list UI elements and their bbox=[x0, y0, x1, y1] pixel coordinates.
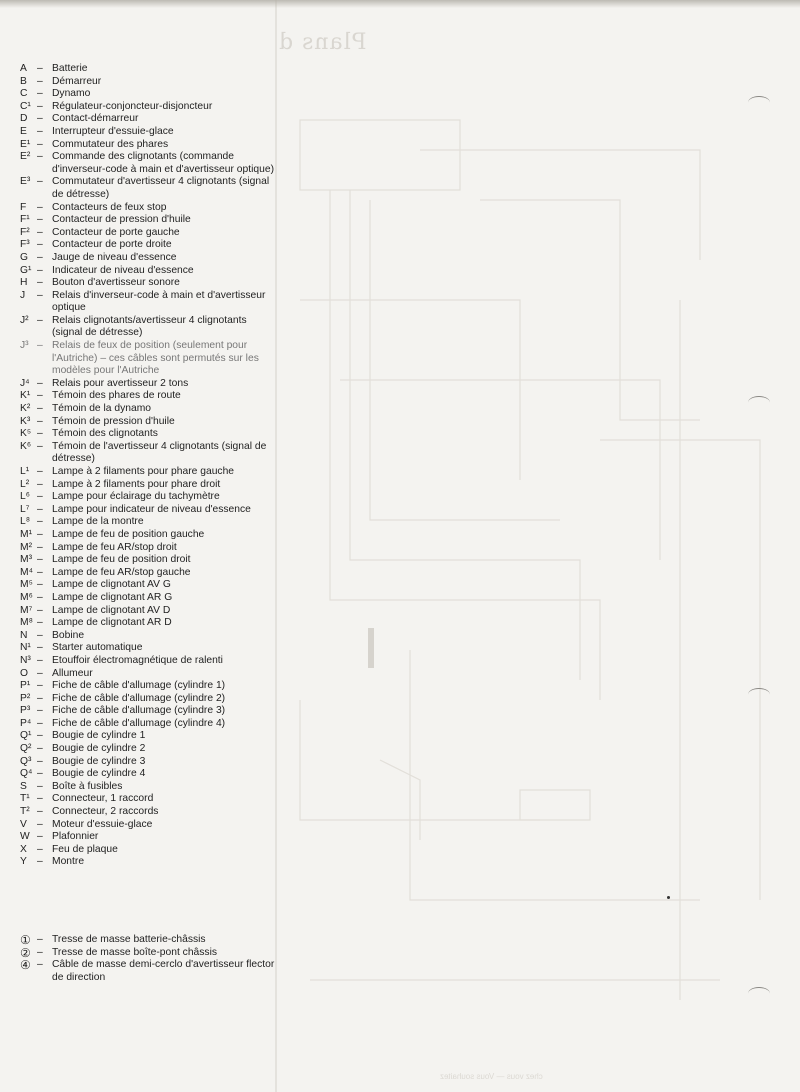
legend-code: A bbox=[20, 63, 27, 74]
legend-item bbox=[20, 101, 275, 114]
legend-description: Connecteur, 2 raccords bbox=[52, 806, 159, 818]
legend-description: Bougie de cylindre 2 bbox=[52, 743, 146, 755]
legend-code: Q³ bbox=[20, 755, 32, 767]
ghost-footer: chez vous — Vous souhaitez bbox=[440, 1072, 543, 1081]
legend-dash: – bbox=[37, 503, 43, 515]
legend-description: Lampe pour éclairage du tachymètre bbox=[52, 491, 220, 503]
legend-description: Câble de masse demi-cerclo d'avertisseur flector de direction bbox=[52, 959, 275, 983]
legend-dash: – bbox=[37, 88, 43, 100]
legend-item bbox=[20, 655, 275, 668]
legend-description: Feu de plaque bbox=[52, 843, 118, 855]
legend-item bbox=[20, 378, 275, 391]
legend-item bbox=[20, 768, 275, 781]
legend-dash: – bbox=[37, 201, 43, 213]
legend-description: Etouffoir électromagnétique de ralenti bbox=[52, 654, 223, 666]
legend-dash: – bbox=[37, 403, 43, 415]
legend-code: M⁵ bbox=[20, 579, 33, 591]
legend-description: Commande des clignotants (commande d'inverseur-code à main et d'avertisseur optique) bbox=[52, 151, 274, 175]
legend-dash: – bbox=[37, 491, 43, 503]
legend-dash: – bbox=[37, 642, 43, 654]
legend-code: F bbox=[20, 201, 27, 213]
legend-description: Bougie de cylindre 1 bbox=[52, 730, 146, 742]
legend-code: P⁴ bbox=[20, 717, 32, 729]
legend-code: K³ bbox=[20, 415, 31, 427]
legend-code: G¹ bbox=[20, 264, 32, 276]
legend-item bbox=[20, 479, 275, 492]
legend-code: ④ bbox=[20, 958, 31, 973]
legend-dash: – bbox=[37, 793, 43, 805]
legend-dash: – bbox=[37, 390, 43, 402]
legend-description: Témoin des clignotants bbox=[52, 428, 158, 440]
legend-description: Plafonnier bbox=[52, 831, 99, 843]
legend-item bbox=[20, 630, 275, 643]
legend-code: B bbox=[20, 75, 27, 87]
legend-item bbox=[20, 88, 275, 101]
legend-code: J bbox=[20, 289, 26, 301]
legend-description: Connecteur, 1 raccord bbox=[52, 793, 154, 805]
legend-description: Lampe de feu de position gauche bbox=[52, 528, 205, 540]
legend-description: Témoin de la dynamo bbox=[52, 403, 152, 415]
legend-item bbox=[20, 781, 275, 794]
legend-dash: – bbox=[37, 692, 43, 704]
ground-cable-item bbox=[20, 959, 275, 984]
legend-code: E³ bbox=[20, 176, 31, 188]
legend-code: M⁷ bbox=[20, 604, 33, 616]
legend-code: S bbox=[20, 780, 27, 792]
legend-code: L¹ bbox=[20, 466, 30, 477]
legend-dash: – bbox=[37, 604, 43, 616]
legend-description: Démarreur bbox=[52, 75, 102, 87]
legend-item bbox=[20, 668, 275, 681]
legend-dash: – bbox=[37, 314, 43, 326]
legend-description: Régulateur-conjoncteur-disjoncteur bbox=[52, 100, 213, 112]
legend-code: E² bbox=[20, 151, 31, 163]
legend-dash: – bbox=[37, 138, 43, 150]
legend-dash: – bbox=[37, 579, 43, 591]
legend-description: Bougie de cylindre 4 bbox=[52, 768, 146, 780]
legend-code: L² bbox=[20, 478, 30, 490]
legend-code: W bbox=[20, 831, 30, 843]
legend-code: E bbox=[20, 125, 27, 137]
legend-dash: – bbox=[37, 554, 43, 566]
legend-description: Relais d'inverseur-code à main et d'avertisseur optique bbox=[52, 289, 266, 314]
legend-description: Contacteur de pression d'huile bbox=[52, 214, 191, 226]
legend-code: Q¹ bbox=[20, 730, 32, 742]
legend-dash: – bbox=[37, 75, 43, 87]
legend-dash: – bbox=[37, 251, 43, 263]
legend-item bbox=[20, 176, 275, 201]
legend-description: Relais clignotants/avertisseur 4 clignotants (signal de détresse) bbox=[52, 314, 247, 339]
legend-description: Contacteur de porte droite bbox=[52, 239, 172, 251]
legend-code: D bbox=[20, 113, 28, 125]
legend-description: Lampe de feu AR/stop gauche bbox=[52, 566, 191, 578]
legend-code: J³ bbox=[20, 340, 29, 352]
legend-description: Contacteurs de feux stop bbox=[52, 201, 167, 213]
legend-item bbox=[20, 214, 275, 227]
legend-description: Lampe de la montre bbox=[52, 516, 144, 528]
legend-item bbox=[20, 416, 275, 429]
legend-description: Témoin de pression d'huile bbox=[52, 415, 175, 427]
legend-code: M⁴ bbox=[20, 566, 34, 578]
legend-code: T¹ bbox=[20, 793, 30, 805]
legend-dash: – bbox=[37, 289, 43, 301]
component-legend-list bbox=[20, 63, 275, 869]
legend-description: Lampe de clignotant AR G bbox=[52, 591, 173, 603]
legend-dash: – bbox=[37, 667, 43, 679]
legend-item bbox=[20, 227, 275, 240]
legend-description: Fiche de câble d'allumage (cylindre 1) bbox=[52, 680, 226, 692]
legend-description: Bouton d'avertisseur sonore bbox=[52, 277, 180, 289]
legend-code: V bbox=[20, 818, 27, 830]
legend-description: Lampe pour indicateur de niveau d'essence bbox=[52, 503, 251, 515]
legend-dash: – bbox=[37, 100, 43, 112]
legend-code: X bbox=[20, 843, 27, 855]
legend-item bbox=[20, 403, 275, 416]
legend-dash: – bbox=[37, 63, 43, 74]
legend-item bbox=[20, 856, 275, 869]
legend-dash: – bbox=[37, 239, 43, 251]
legend-code: L⁷ bbox=[20, 503, 30, 515]
ground-cable-item bbox=[20, 934, 275, 947]
legend-description: Starter automatique bbox=[52, 642, 143, 654]
binder-hole-mark bbox=[748, 96, 770, 109]
legend-item bbox=[20, 239, 275, 252]
legend-dash: – bbox=[37, 377, 43, 389]
legend-dash: – bbox=[37, 541, 43, 553]
legend-description: Bougie de cylindre 3 bbox=[52, 755, 146, 767]
legend-item bbox=[20, 680, 275, 693]
legend-code: G bbox=[20, 251, 29, 263]
legend-description: Commutateur des phares bbox=[52, 138, 169, 150]
legend-item bbox=[20, 592, 275, 605]
legend-item bbox=[20, 579, 275, 592]
legend-dash: – bbox=[37, 113, 43, 125]
legend-code: C¹ bbox=[20, 100, 31, 112]
legend-item bbox=[20, 554, 275, 567]
legend-item bbox=[20, 491, 275, 504]
legend-description: Relais pour avertisseur 2 tons bbox=[52, 377, 189, 389]
legend-item bbox=[20, 705, 275, 718]
legend-dash: – bbox=[37, 780, 43, 792]
legend-dash: – bbox=[37, 831, 43, 843]
legend-description: Lampe de feu AR/stop droit bbox=[52, 541, 177, 553]
legend-code: J⁴ bbox=[20, 377, 30, 389]
legend-dash: – bbox=[37, 755, 43, 767]
legend-dash: – bbox=[37, 415, 43, 427]
legend-code: C bbox=[20, 88, 28, 100]
legend-dash: – bbox=[37, 818, 43, 830]
legend-dash: – bbox=[37, 717, 43, 729]
legend-dash: – bbox=[37, 934, 43, 945]
legend-description: Fiche de câble d'allumage (cylindre 3) bbox=[52, 705, 226, 717]
legend-description: Lampe de feu de position droit bbox=[52, 554, 191, 566]
legend-code: F³ bbox=[20, 239, 30, 251]
legend-item bbox=[20, 265, 275, 278]
legend-item bbox=[20, 139, 275, 152]
legend-dash: – bbox=[37, 768, 43, 780]
legend-code: Q² bbox=[20, 743, 32, 755]
legend-code: F¹ bbox=[20, 214, 30, 226]
legend-description: Moteur d'essuie-glace bbox=[52, 818, 153, 830]
legend-dash: – bbox=[37, 528, 43, 540]
legend-code: N¹ bbox=[20, 642, 31, 654]
legend-description: Bobine bbox=[52, 629, 85, 641]
legend-item bbox=[20, 390, 275, 403]
legend-dash: – bbox=[37, 566, 43, 578]
legend-item bbox=[20, 806, 275, 819]
legend-item bbox=[20, 315, 275, 340]
legend-description: Montre bbox=[52, 856, 85, 868]
legend-code: K¹ bbox=[20, 390, 31, 402]
legend-code: K⁶ bbox=[20, 440, 32, 452]
legend-item bbox=[20, 428, 275, 441]
legend-item bbox=[20, 718, 275, 731]
legend-dash: – bbox=[37, 617, 43, 629]
legend-description: Batterie bbox=[52, 63, 88, 74]
legend-item bbox=[20, 743, 275, 756]
legend-item bbox=[20, 642, 275, 655]
legend-description: Tresse de masse boîte-pont châssis bbox=[52, 946, 218, 958]
ground-cable-item bbox=[20, 947, 275, 960]
legend-item bbox=[20, 63, 275, 76]
legend-dash: – bbox=[37, 516, 43, 528]
legend-item bbox=[20, 76, 275, 89]
legend-dash: – bbox=[37, 743, 43, 755]
legend-code: E¹ bbox=[20, 138, 31, 150]
legend-item bbox=[20, 793, 275, 806]
legend-item bbox=[20, 516, 275, 529]
legend-item bbox=[20, 844, 275, 857]
legend-code: N bbox=[20, 629, 28, 641]
legend-dash: – bbox=[37, 680, 43, 692]
legend-dash: – bbox=[37, 428, 43, 440]
legend-code: M³ bbox=[20, 554, 33, 566]
legend-code: L⁶ bbox=[20, 491, 30, 503]
legend-description: Contact-démarreur bbox=[52, 113, 139, 125]
legend-code: T² bbox=[20, 806, 30, 818]
legend-description: Jauge de niveau d'essence bbox=[52, 251, 177, 263]
legend-description: Fiche de câble d'allumage (cylindre 4) bbox=[52, 717, 226, 729]
legend-dash: – bbox=[37, 151, 43, 163]
legend-code: N³ bbox=[20, 654, 31, 666]
legend-dash: – bbox=[37, 176, 43, 188]
legend-code: J² bbox=[20, 314, 29, 326]
legend-dash: – bbox=[37, 843, 43, 855]
legend-description: Commutateur d'avertisseur 4 clignotants (signal de détresse) bbox=[52, 176, 270, 200]
legend-item bbox=[20, 831, 275, 844]
legend-dash: – bbox=[37, 466, 43, 477]
legend-description: Lampe de clignotant AR D bbox=[52, 617, 172, 629]
legend-item bbox=[20, 819, 275, 832]
legend-description: Dynamo bbox=[52, 88, 91, 100]
legend-code: Q⁴ bbox=[20, 768, 33, 780]
legend-dash: – bbox=[37, 629, 43, 641]
legend-dash: – bbox=[37, 654, 43, 666]
legend-code: O bbox=[20, 667, 29, 679]
legend-item bbox=[20, 730, 275, 743]
legend-dash: – bbox=[37, 806, 43, 818]
legend-item bbox=[20, 126, 275, 139]
legend-description: Fiche de câble d'allumage (cylindre 2) bbox=[52, 692, 226, 704]
legend-code: F² bbox=[20, 226, 30, 238]
legend-item bbox=[20, 252, 275, 265]
legend-description: Témoin de l'avertisseur 4 clignotants (signal de détresse) bbox=[52, 440, 267, 465]
legend-code: L⁸ bbox=[20, 516, 31, 528]
ink-speck bbox=[667, 896, 670, 899]
legend-code: K² bbox=[20, 403, 31, 415]
legend-dash: – bbox=[37, 125, 43, 137]
legend-dash: – bbox=[37, 340, 43, 352]
legend-description: Interrupteur d'essuie-glace bbox=[52, 125, 174, 137]
legend-item bbox=[20, 504, 275, 517]
legend-item bbox=[20, 466, 275, 479]
legend-description: Contacteur de porte gauche bbox=[52, 226, 180, 238]
legend-code: Y bbox=[20, 856, 27, 868]
legend-code: H bbox=[20, 277, 28, 289]
legend-description: Témoin des phares de route bbox=[52, 390, 181, 402]
legend-description: Boîte à fusibles bbox=[52, 780, 123, 792]
ground-cable-legend-list bbox=[20, 934, 275, 984]
legend-code: M² bbox=[20, 541, 33, 553]
legend-code: M⁶ bbox=[20, 591, 33, 603]
legend-item bbox=[20, 113, 275, 126]
legend-dash: – bbox=[37, 946, 43, 958]
binder-hole-mark bbox=[748, 987, 770, 1000]
legend-item bbox=[20, 756, 275, 769]
legend-dash: – bbox=[37, 959, 43, 971]
legend-dash: – bbox=[37, 440, 43, 452]
legend-item bbox=[20, 617, 275, 630]
legend-item bbox=[20, 441, 275, 466]
legend-description: Allumeur bbox=[52, 667, 93, 679]
legend-description: Lampe de clignotant AV G bbox=[52, 579, 171, 591]
legend-dash: – bbox=[37, 226, 43, 238]
legend-dash: – bbox=[37, 705, 43, 717]
legend-code: P² bbox=[20, 692, 31, 704]
legend-dash: – bbox=[37, 730, 43, 742]
ghost-title: Plans d bbox=[278, 30, 367, 55]
legend-code: K⁵ bbox=[20, 428, 32, 440]
legend-item bbox=[20, 529, 275, 542]
legend-item bbox=[20, 340, 275, 378]
legend-code: ② bbox=[20, 945, 31, 960]
legend-dash: – bbox=[37, 277, 43, 289]
legend-item bbox=[20, 567, 275, 580]
legend-code: M⁸ bbox=[20, 617, 33, 629]
legend-code: ① bbox=[20, 933, 31, 947]
legend-dash: – bbox=[37, 214, 43, 226]
legend-dash: – bbox=[37, 264, 43, 276]
legend-description: Indicateur de niveau d'essence bbox=[52, 264, 194, 276]
legend-description: Lampe à 2 filaments pour phare gauche bbox=[52, 466, 235, 477]
binder-hole-mark bbox=[748, 396, 770, 409]
legend-dash: – bbox=[37, 591, 43, 603]
legend-item bbox=[20, 542, 275, 555]
legend-item bbox=[20, 202, 275, 215]
legend-item bbox=[20, 290, 275, 315]
legend-dash: – bbox=[37, 478, 43, 490]
legend-code: M¹ bbox=[20, 528, 33, 540]
legend-description: Lampe de clignotant AV D bbox=[52, 604, 171, 616]
legend-item bbox=[20, 693, 275, 706]
legend-description: Tresse de masse batterie-châssis bbox=[52, 934, 206, 945]
legend-description: Relais de feux de position (seulement pour l'Autriche) – ces câbles sont permutés sur les modèles pour l'Autriche bbox=[52, 340, 259, 377]
legend-item bbox=[20, 605, 275, 618]
legend-description: Lampe à 2 filaments pour phare droit bbox=[52, 478, 221, 490]
legend-item bbox=[20, 277, 275, 290]
legend-code: P¹ bbox=[20, 680, 31, 692]
legend-item bbox=[20, 151, 275, 176]
binder-hole-mark bbox=[748, 688, 770, 701]
legend-code: P³ bbox=[20, 705, 31, 717]
legend-dash: – bbox=[37, 856, 43, 868]
